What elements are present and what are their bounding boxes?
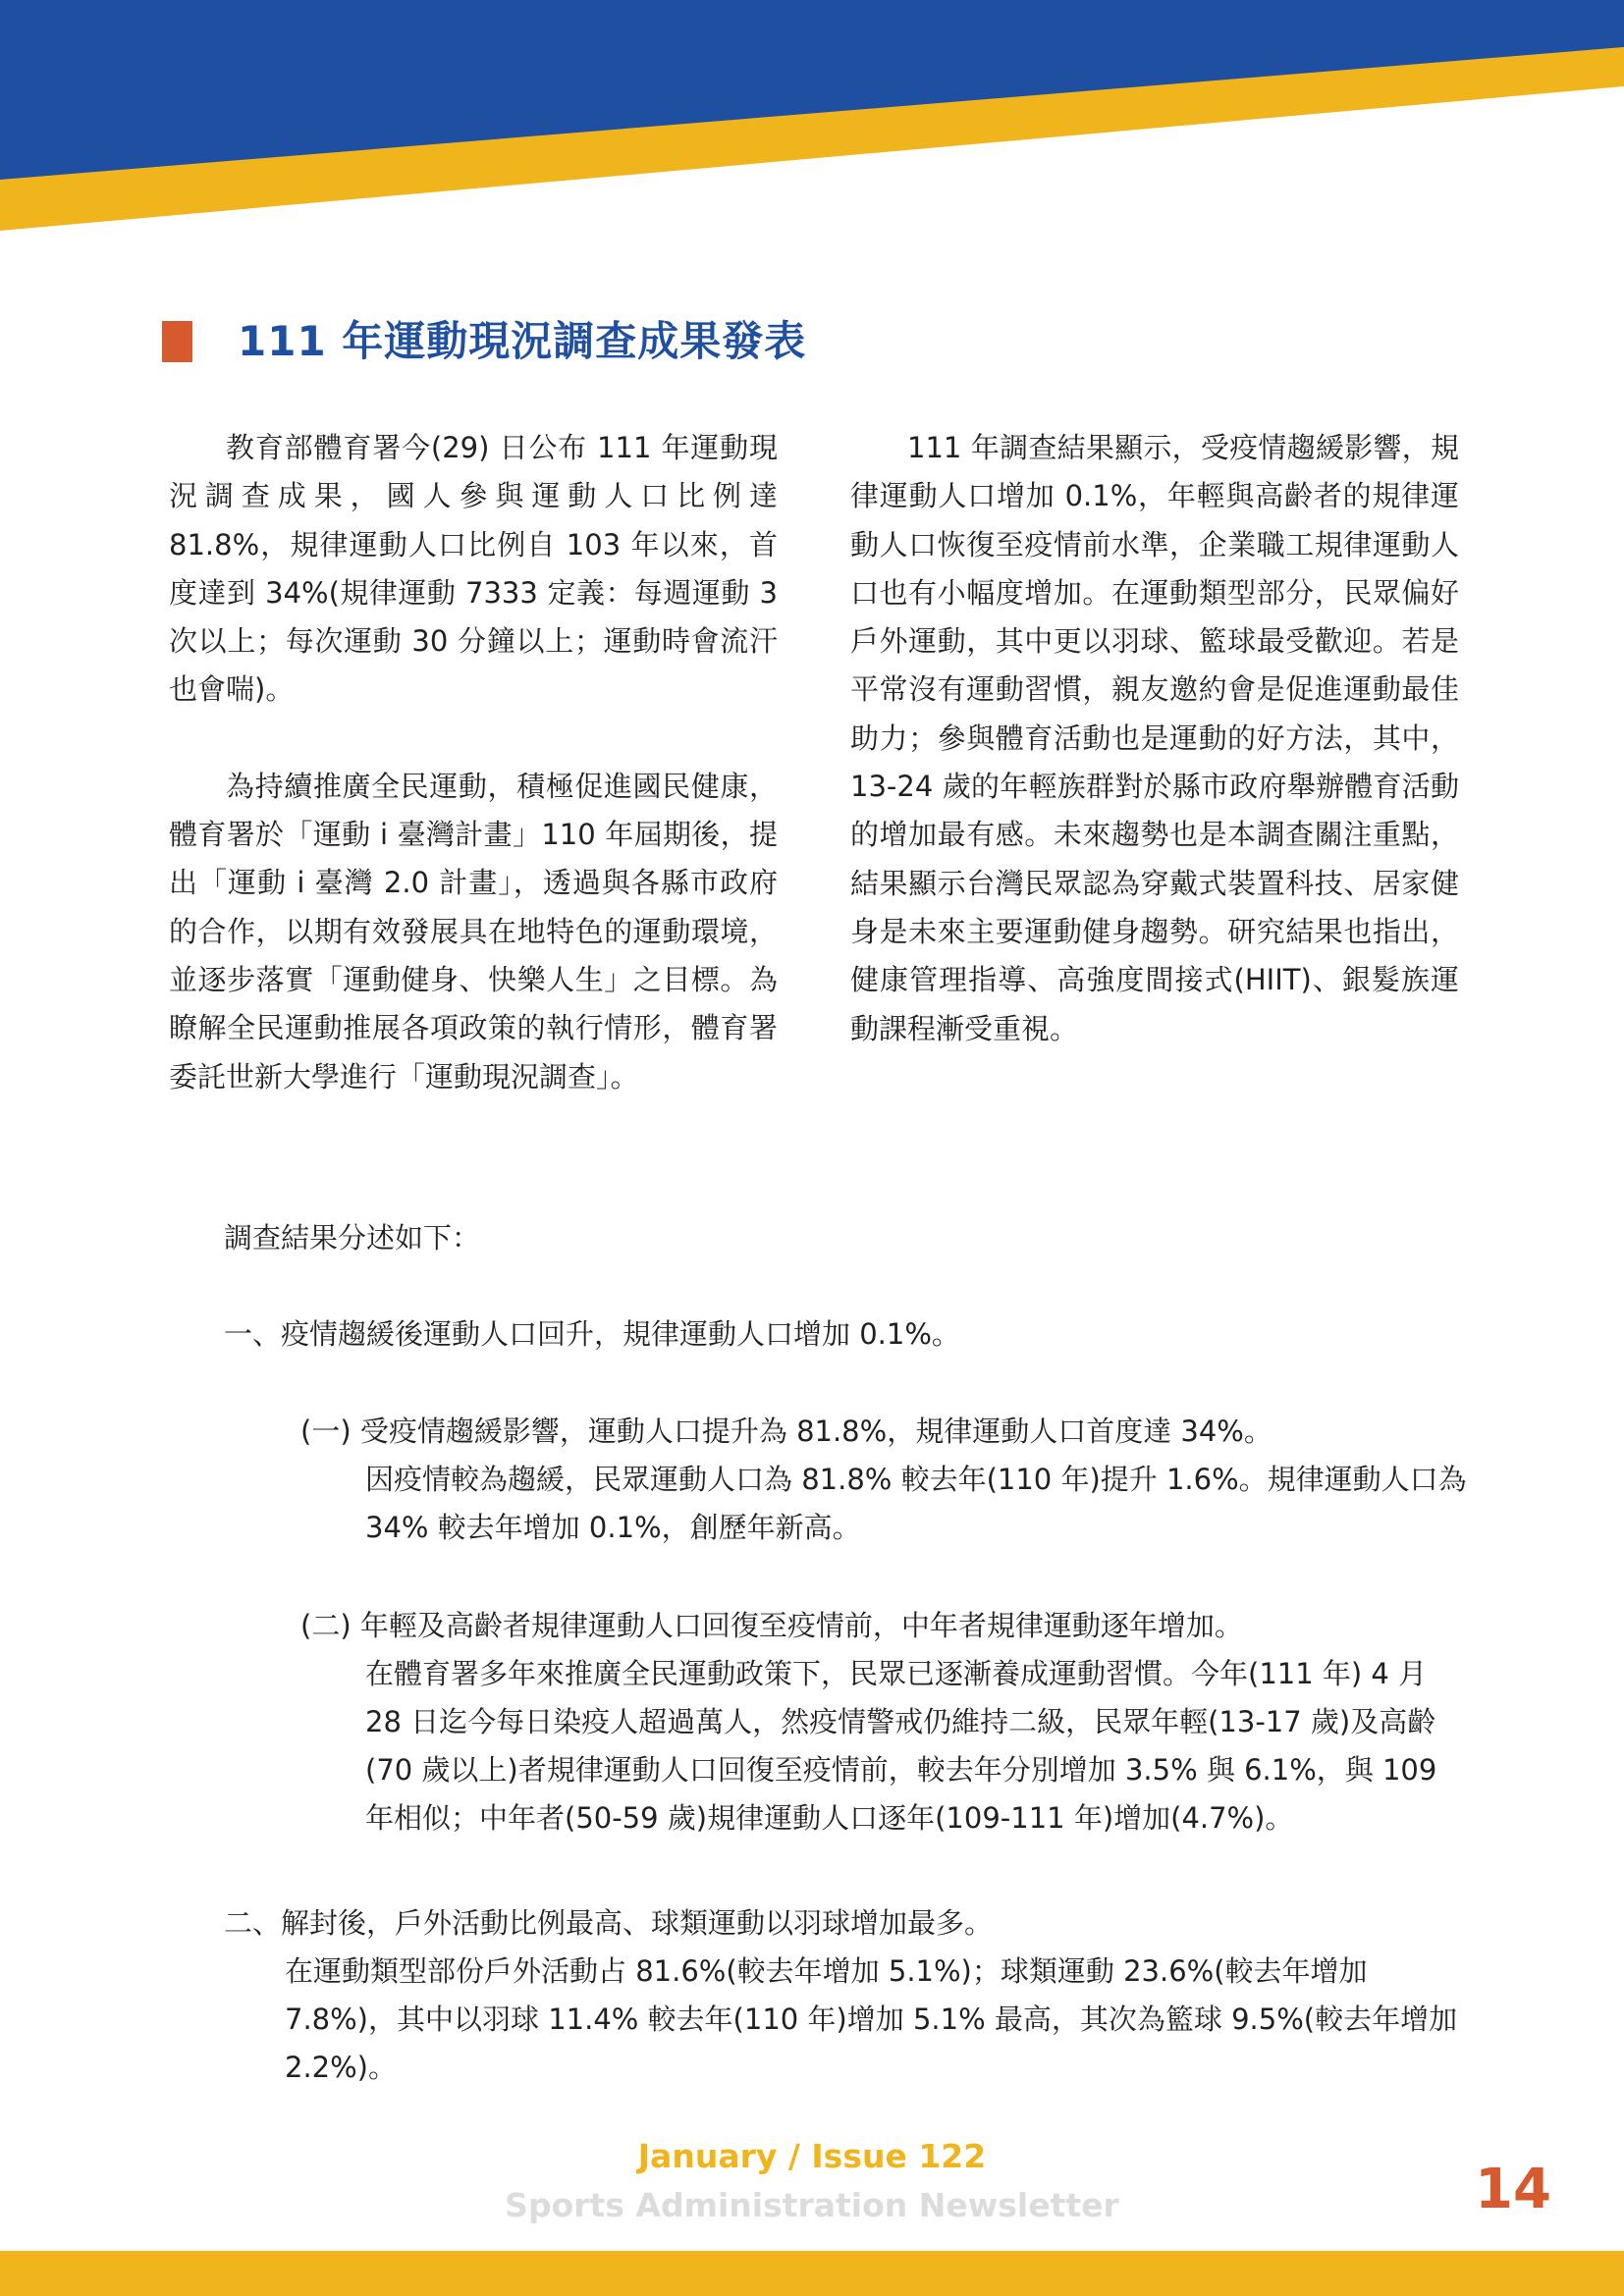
article-title: 111 年運動現況調查成果發表 xyxy=(238,317,807,365)
section-2-heading: 二、解封後，戶外活動比例最高、球類運動以羽球增加最多。 xyxy=(224,1906,994,1940)
footer-publication-name: Sports Administration Newsletter xyxy=(505,2186,1119,2224)
section-1-sub-2 xyxy=(300,1602,1469,1842)
header-banner xyxy=(0,0,1624,236)
right-paragraph-1: 111 年調查結果顯示，受疫情趨緩影響，規律運動人口增加 0.1%，年輕與高齡者的規律運動人口恢復至疫情前水準，企業職工規律運動人口也有小幅度增加。在運動類型部分，民眾偏好戶外運動，其中更以羽球、籃球最受歡迎。若是平常沒有運動習慣，親友邀約會是促進運動最佳助力；參與體育活動也是運動的好方法，其中，13-24 歲的年輕族群對於縣市政府舉辦體育活動的增加最有感。未來趨勢也是本調查關注重點，結果顯示台灣民眾認為穿戴式裝置科技、居家健身是未來主要運動健身趨勢。研究結果也指出，健康管理指導、高強度間接式(HIIT)、銀髮族運動課程漸受重視。 xyxy=(850,431,1459,1045)
sub-2-heading: (二) 年輕及高齡者規律運動人口回復至疫情前，中年者規律運動逐年增加。 xyxy=(300,1609,1243,1642)
section-1-heading: 一、疫情趨緩後運動人口回升，規律運動人口增加 0.1%。 xyxy=(224,1317,960,1351)
footer-bar xyxy=(0,2251,1624,2296)
section-1-sub-1 xyxy=(300,1408,1469,1552)
results-intro: 調查結果分述如下： xyxy=(224,1221,481,1255)
sub-1-body: 因疫情較為趨緩，民眾運動人口為 81.8% 較去年(110 年)提升 1.6%。規律運動人口為 34% 較去年增加 0.1%，創歷年新高。 xyxy=(365,1463,1467,1544)
section-2-body: 在運動類型部份戶外活動占 81.6%(較去年增加 5.1%)；球類運動 23.6%(較去年增加 7.8%)，其中以羽球 11.4% 較去年(110 年)增加 5.1% 最高，其次為籃球 9.5%(較去年增加 2.2%)。 xyxy=(285,1954,1458,2084)
title-accent-bar xyxy=(162,321,192,362)
left-paragraph-2: 為持續推廣全民運動，積極促進國民健康，體育署於「運動 i 臺灣計畫」110 年屆期後，提出「運動 i 臺灣 2.0 計畫」，透過與各縣市政府的合作，以期有效發展具在地特色的運動環境，並逐步落實「運動健身、快樂人生」之目標。為瞭解全民運動推展各項政策的執行情形，體育署委託世新大學進行「運動現況調查」。 xyxy=(169,769,778,1094)
sub-1-heading: (一) 受疫情趨緩影響，運動人口提升為 81.8%，規律運動人口首度達 34%。 xyxy=(300,1415,1272,1448)
page-number: 14 xyxy=(1475,2158,1551,2221)
left-column xyxy=(169,424,778,1101)
footer-issue: January / Issue 122 xyxy=(637,2137,987,2175)
sub-2-body: 在體育署多年來推廣全民運動政策下，民眾已逐漸養成運動習慣。今年(111 年) 4 月 28 日迄今每日染疫人超過萬人，然疫情警戒仍維持二級，民眾年輕(13-17 歲)及高齡(70 歲以上)者規律運動人口回復至疫情前，較去年分別增加 3.5% 與 6.1%，與 109 年相似；中年者(50-59 歲)規律運動人口逐年(109-111 年)增加(4.7%)。 xyxy=(365,1657,1437,1835)
right-column xyxy=(850,424,1459,1053)
left-paragraph-1: 教育部體育署今(29) 日公布 111 年運動現況調查成果，國人參與運動人口比例達 81.8%，規律運動人口比例自 103 年以來，首度達到 34%(規律運動 7333 定義：每週運動 3 次以上；每次運動 30 分鐘以上；運動時會流汗也會喘)。 xyxy=(169,431,778,707)
